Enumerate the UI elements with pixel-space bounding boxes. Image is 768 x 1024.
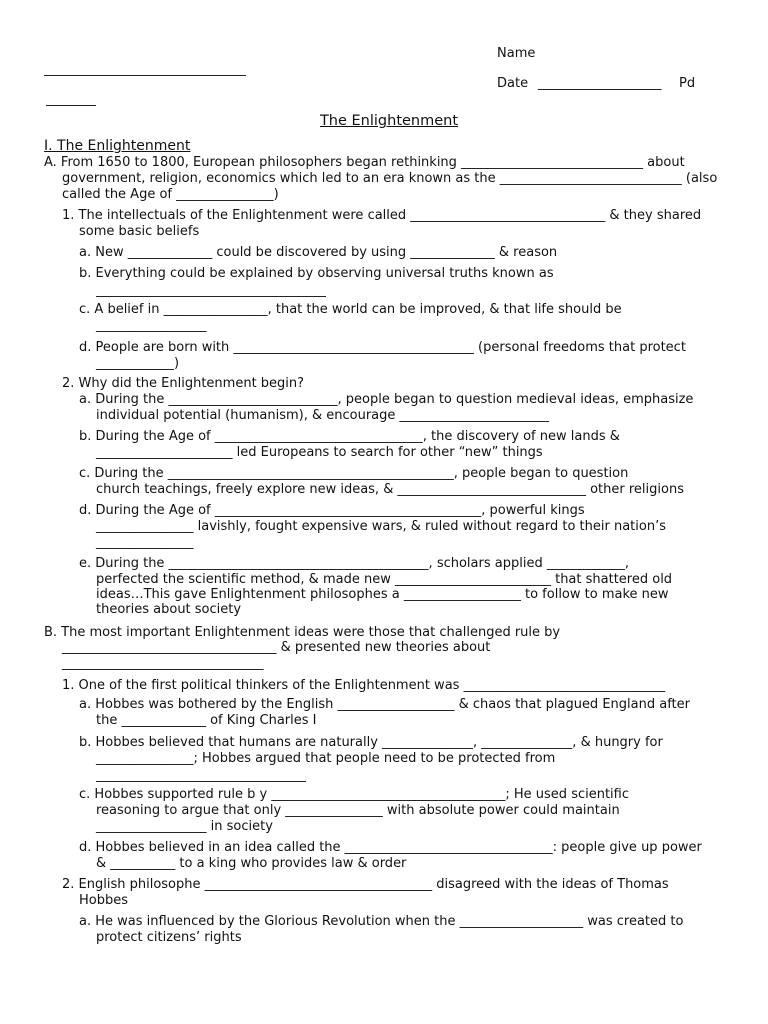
item-b1c-line-2: reasoning to argue that only _______________ with absolute power could maintain (96, 803, 620, 818)
item-1b-blank-line[interactable] (96, 296, 326, 297)
item-b2a-line-2: protect citizens’ rights (96, 930, 242, 945)
item-b1: 1. One of the first political thinkers of the Enlightenment was _______________________________ (62, 678, 666, 693)
item-1d-line-2: ____________) (96, 356, 180, 371)
item-b1c-line-1: c. Hobbes supported rule b y ____________________________________; He used scientific (79, 787, 630, 802)
item-1c-line-1: c. A belief in ________________, that the world can be improved, & that life should be (79, 302, 622, 317)
item-1d-line-1: d. People are born with _____________________________________ (personal freedoms that protect (79, 340, 686, 355)
section-a-line-2: government, religion, economics which led to an era known as the ____________________________ (also (62, 171, 718, 186)
item-1-line-1: 1. The intellectuals of the Enlightenment were called ______________________________ & they shared (62, 208, 702, 223)
item-2a-line-1: a. During the __________________________, people began to question medieval ideas, emphasize (79, 392, 694, 407)
item-1b: b. Everything could be explained by observing universal truths known as (79, 266, 554, 281)
item-2e-line-4: theories about society (96, 602, 242, 617)
section-b-line-1: B. The most important Enlightenment ideas were those that challenged rule by (44, 625, 561, 640)
section-b-line-3: _______________________________ (62, 656, 264, 671)
pd-blank-line[interactable] (46, 105, 96, 106)
item-1a: a. New _____________ could be discovered by using _____________ & reason (79, 245, 558, 260)
section-b-line-2: _________________________________ & presented new theories about (62, 640, 491, 655)
pd-label: Pd (679, 76, 696, 91)
item-1c-line-2: _________________ (96, 318, 207, 333)
date-blank: ___________________ (538, 76, 662, 91)
name-blank-line[interactable] (44, 75, 246, 76)
item-2e-line-1: e. During the ________________________________________, scholars applied ____________, (79, 556, 629, 571)
item-b2a-line-1: a. He was influenced by the Glorious Revolution when the ___________________ was created to (79, 914, 684, 929)
item-b1d-line-2: & __________ to a king who provides law & order (96, 856, 407, 871)
item-2d-line-3: _______________ (96, 535, 194, 550)
item-2c-line-1: c. During the ____________________________________________, people began to question (79, 466, 629, 481)
item-2e-line-3: ideas…This gave Enlightenment philosophes a __________________ to follow to make new (96, 587, 669, 602)
item-2e-line-2: perfected the scientific method, & made new ________________________ that shattered old (96, 572, 673, 587)
item-b1a-line-2: the _____________ of King Charles I (96, 713, 317, 728)
item-b1d-line-1: d. Hobbes believed in an idea called the ________________________________: people give up power (79, 840, 702, 855)
section-a-line-1: A. From 1650 to 1800, European philosophers began rethinking ____________________________ about (44, 155, 685, 170)
item-2: 2. Why did the Enlightenment begin? (62, 376, 305, 391)
item-b2-line-1: 2. English philosophe ___________________________________ disagreed with the ideas of Thomas (62, 877, 669, 892)
item-2b-line-2: _____________________ led Europeans to search for other “new” things (96, 445, 543, 460)
item-2c-line-2: church teachings, freely explore new ideas, & _____________________________ other religions (96, 482, 684, 497)
item-2a-line-2: individual potential (humanism), & encourage _______________________ (96, 408, 550, 423)
item-2b-line-1: b. During the Age of ________________________________, the discovery of new lands & (79, 429, 620, 444)
page-title: The Enlightenment (319, 113, 459, 129)
item-2d-line-2: _______________ lavishly, fought expensive wars, & ruled without regard to their nation’s (96, 519, 666, 534)
item-b1b-line-2: _______________; Hobbes argued that people need to be protected from (96, 751, 556, 766)
item-b1a-line-1: a. Hobbes was bothered by the English __________________ & chaos that plagued England after (79, 697, 690, 712)
date-label: Date (497, 76, 529, 91)
section-a-line-3: called the Age of _______________) (62, 187, 279, 202)
item-b1b-line-1: b. Hobbes believed that humans are naturally ______________, ______________, & hungry for (79, 735, 663, 750)
name-label: Name (497, 46, 536, 61)
section-heading: I. The Enlightenment (44, 138, 191, 154)
item-1-line-2: some basic beliefs (79, 224, 200, 239)
item-b2-line-2: Hobbes (79, 893, 129, 908)
item-2d-line-1: d. During the Age of _________________________________________, powerful kings (79, 503, 585, 518)
item-b1c-line-3: _________________ in society (96, 819, 273, 834)
item-b1b-blank-line[interactable] (96, 781, 306, 782)
